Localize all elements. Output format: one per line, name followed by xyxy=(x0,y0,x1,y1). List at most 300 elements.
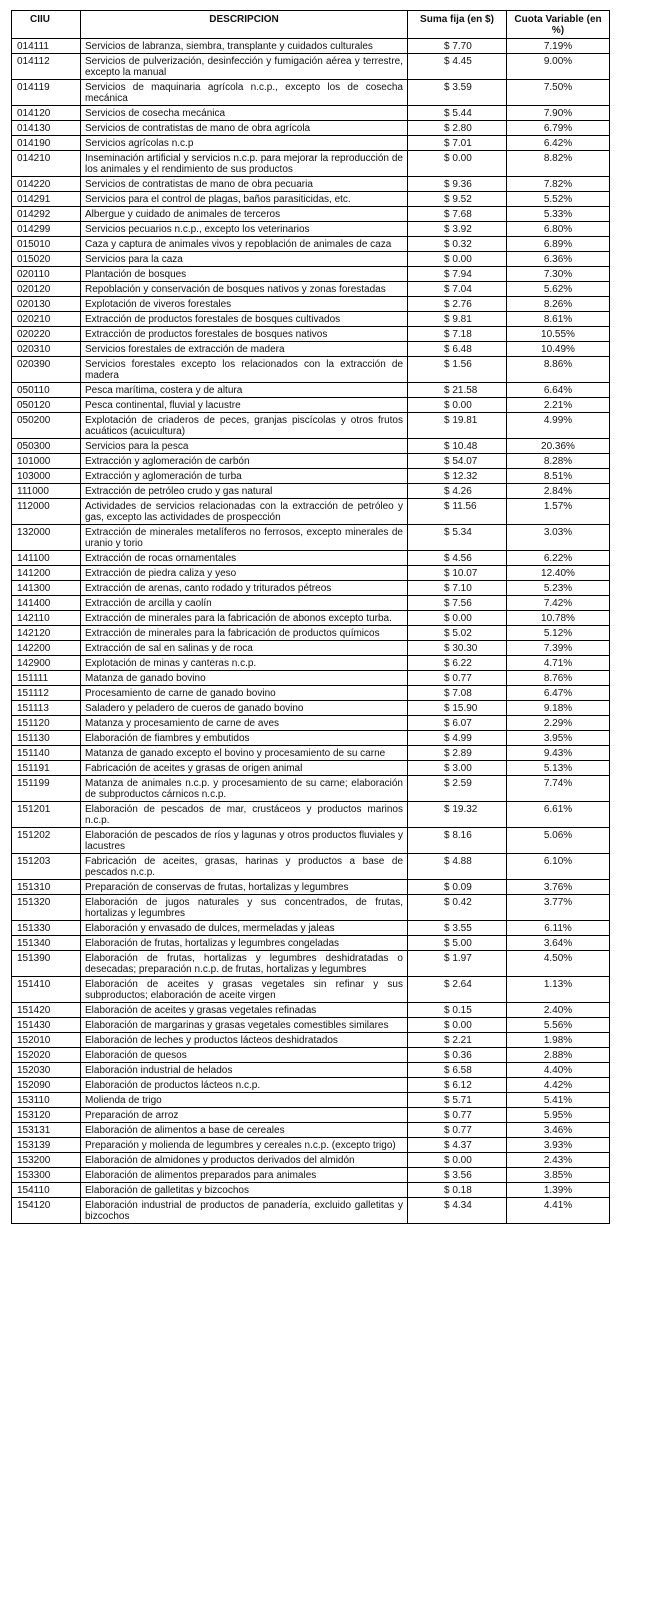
ciiu-cell: 151199 xyxy=(12,776,81,802)
description-cell: Elaboración de frutas, hortalizas y legumbres congeladas xyxy=(81,936,408,951)
table-row xyxy=(12,1198,610,1224)
description-cell: Albergue y cuidado de animales de terceros xyxy=(81,207,408,222)
cuota-variable-cell: 10.78% xyxy=(507,611,610,626)
description-cell: Extracción de sal en salinas y de roca xyxy=(81,641,408,656)
cuota-variable-cell: 5.62% xyxy=(507,282,610,297)
cuota-variable-cell: 7.50% xyxy=(507,80,610,106)
suma-fija-cell: $ 0.00 xyxy=(408,1153,507,1168)
table-row xyxy=(12,551,610,566)
ciiu-cell: 141200 xyxy=(12,566,81,581)
table-row xyxy=(12,237,610,252)
ciiu-cell: 153139 xyxy=(12,1138,81,1153)
suma-fija-cell: $ 0.18 xyxy=(408,1183,507,1198)
table-row xyxy=(12,192,610,207)
ciiu-cell: 151112 xyxy=(12,686,81,701)
ciiu-cell: 132000 xyxy=(12,525,81,551)
table-row xyxy=(12,136,610,151)
suma-fija-cell: $ 0.15 xyxy=(408,1003,507,1018)
cuota-variable-cell: 7.42% xyxy=(507,596,610,611)
cuota-variable-cell: 2.29% xyxy=(507,716,610,731)
table-row xyxy=(12,282,610,297)
description-cell: Caza y captura de animales vivos y repoblación de animales de caza xyxy=(81,237,408,252)
cuota-variable-cell: 3.03% xyxy=(507,525,610,551)
suma-fija-cell: $ 21.58 xyxy=(408,383,507,398)
table-row xyxy=(12,1033,610,1048)
suma-fija-cell: $ 0.00 xyxy=(408,151,507,177)
suma-fija-cell: $ 7.56 xyxy=(408,596,507,611)
ciiu-cell: 151410 xyxy=(12,977,81,1003)
description-cell: Extracción de minerales para la fabricación de productos químicos xyxy=(81,626,408,641)
cuota-variable-cell: 4.50% xyxy=(507,951,610,977)
suma-fija-cell: $ 19.81 xyxy=(408,413,507,439)
cuota-variable-cell: 6.61% xyxy=(507,802,610,828)
cuota-variable-cell: 1.57% xyxy=(507,499,610,525)
suma-fija-cell: $ 8.16 xyxy=(408,828,507,854)
description-cell: Elaboración de frutas, hortalizas y legumbres deshidratadas o desecadas; preparación n.c.p. de frutas, hortalizas y legumbres xyxy=(81,951,408,977)
cuota-variable-cell: 5.23% xyxy=(507,581,610,596)
suma-fija-cell: $ 0.00 xyxy=(408,1018,507,1033)
description-cell: Elaboración de aceites y grasas vegetales sin refinar y sus subproductos; elaboración de aceite virgen xyxy=(81,977,408,1003)
cuota-variable-cell: 3.77% xyxy=(507,895,610,921)
ciiu-cell: 014112 xyxy=(12,54,81,80)
ciiu-cell: 142200 xyxy=(12,641,81,656)
table-row xyxy=(12,252,610,267)
description-cell: Servicios forestales excepto los relacionados con la extracción de madera xyxy=(81,357,408,383)
suma-fija-cell: $ 0.09 xyxy=(408,880,507,895)
suma-fija-cell: $ 7.08 xyxy=(408,686,507,701)
description-cell: Elaboración de productos lácteos n.c.p. xyxy=(81,1078,408,1093)
description-cell: Servicios de labranza, siembra, transplante y cuidados culturales xyxy=(81,39,408,54)
cuota-variable-cell: 7.30% xyxy=(507,267,610,282)
suma-fija-cell: $ 0.77 xyxy=(408,1123,507,1138)
table-row xyxy=(12,641,610,656)
description-cell: Elaboración de quesos xyxy=(81,1048,408,1063)
ciiu-cell: 151310 xyxy=(12,880,81,895)
suma-fija-cell: $ 5.44 xyxy=(408,106,507,121)
suma-fija-cell: $ 1.56 xyxy=(408,357,507,383)
suma-fija-cell: $ 0.77 xyxy=(408,1108,507,1123)
table-row xyxy=(12,525,610,551)
cuota-variable-cell: 7.74% xyxy=(507,776,610,802)
suma-fija-cell: $ 0.00 xyxy=(408,252,507,267)
ciiu-cell: 020130 xyxy=(12,297,81,312)
header-cuota-variable: Cuota Variable (en %) xyxy=(507,11,610,39)
table-row xyxy=(12,936,610,951)
ciiu-cell: 151203 xyxy=(12,854,81,880)
cuota-variable-cell: 10.49% xyxy=(507,342,610,357)
table-row xyxy=(12,312,610,327)
description-cell: Extracción de rocas ornamentales xyxy=(81,551,408,566)
ciiu-cell: 103000 xyxy=(12,469,81,484)
description-cell: Extracción y aglomeración de turba xyxy=(81,469,408,484)
table-row xyxy=(12,106,610,121)
cuota-variable-cell: 1.98% xyxy=(507,1033,610,1048)
suma-fija-cell: $ 6.58 xyxy=(408,1063,507,1078)
description-cell: Pesca continental, fluvial y lacustre xyxy=(81,398,408,413)
table-row xyxy=(12,1078,610,1093)
ciiu-cell: 112000 xyxy=(12,499,81,525)
suma-fija-cell: $ 7.01 xyxy=(408,136,507,151)
suma-fija-cell: $ 6.12 xyxy=(408,1078,507,1093)
description-cell: Elaboración de fiambres y embutidos xyxy=(81,731,408,746)
ciiu-cell: 152090 xyxy=(12,1078,81,1093)
cuota-variable-cell: 4.42% xyxy=(507,1078,610,1093)
table-row xyxy=(12,121,610,136)
table-row xyxy=(12,413,610,439)
table-row xyxy=(12,357,610,383)
table-row xyxy=(12,469,610,484)
description-cell: Elaboración de leches y productos lácteos deshidratados xyxy=(81,1033,408,1048)
ciiu-cell: 020110 xyxy=(12,267,81,282)
table-row xyxy=(12,746,610,761)
description-cell: Elaboración de alimentos a base de cereales xyxy=(81,1123,408,1138)
cuota-variable-cell: 7.82% xyxy=(507,177,610,192)
cuota-variable-cell: 8.61% xyxy=(507,312,610,327)
suma-fija-cell: $ 4.26 xyxy=(408,484,507,499)
ciiu-cell: 153110 xyxy=(12,1093,81,1108)
table-row xyxy=(12,177,610,192)
description-cell: Fabricación de aceites y grasas de origen animal xyxy=(81,761,408,776)
ciiu-cell: 151120 xyxy=(12,716,81,731)
table-row xyxy=(12,1018,610,1033)
cuota-variable-cell: 3.64% xyxy=(507,936,610,951)
table-row xyxy=(12,398,610,413)
cuota-variable-cell: 5.56% xyxy=(507,1018,610,1033)
description-cell: Saladero y peladero de cueros de ganado bovino xyxy=(81,701,408,716)
description-cell: Elaboración de alimentos preparados para animales xyxy=(81,1168,408,1183)
description-cell: Explotación de viveros forestales xyxy=(81,297,408,312)
cuota-variable-cell: 6.22% xyxy=(507,551,610,566)
ciiu-cell: 152010 xyxy=(12,1033,81,1048)
table-row xyxy=(12,895,610,921)
suma-fija-cell: $ 7.94 xyxy=(408,267,507,282)
description-cell: Extracción de arcilla y caolín xyxy=(81,596,408,611)
ciiu-cell: 151330 xyxy=(12,921,81,936)
suma-fija-cell: $ 3.56 xyxy=(408,1168,507,1183)
ciiu-cell: 050300 xyxy=(12,439,81,454)
cuota-variable-cell: 5.95% xyxy=(507,1108,610,1123)
table-row xyxy=(12,439,610,454)
suma-fija-cell: $ 2.59 xyxy=(408,776,507,802)
description-cell: Plantación de bosques xyxy=(81,267,408,282)
ciiu-cell: 151191 xyxy=(12,761,81,776)
description-cell: Extracción de arenas, canto rodado y triturados pétreos xyxy=(81,581,408,596)
ciiu-cell: 014220 xyxy=(12,177,81,192)
ciiu-cell: 020210 xyxy=(12,312,81,327)
description-cell: Servicios forestales de extracción de madera xyxy=(81,342,408,357)
description-cell: Preparación de arroz xyxy=(81,1108,408,1123)
cuota-variable-cell: 8.82% xyxy=(507,151,610,177)
description-cell: Elaboración de jugos naturales y sus concentrados, de frutas, hortalizas y legumbres xyxy=(81,895,408,921)
description-cell: Repoblación y conservación de bosques nativos y zonas forestadas xyxy=(81,282,408,297)
cuota-variable-cell: 6.36% xyxy=(507,252,610,267)
ciiu-cell: 020120 xyxy=(12,282,81,297)
cuota-variable-cell: 20.36% xyxy=(507,439,610,454)
cuota-variable-cell: 8.26% xyxy=(507,297,610,312)
suma-fija-cell: $ 4.45 xyxy=(408,54,507,80)
description-cell: Inseminación artificial y servicios n.c.p. para mejorar la reproducción de los animales y el rendimiento de sus productos xyxy=(81,151,408,177)
cuota-variable-cell: 8.86% xyxy=(507,357,610,383)
cuota-variable-cell: 4.71% xyxy=(507,656,610,671)
ciiu-cell: 015020 xyxy=(12,252,81,267)
ciiu-cell: 151111 xyxy=(12,671,81,686)
ciiu-cell: 151130 xyxy=(12,731,81,746)
suma-fija-cell: $ 10.07 xyxy=(408,566,507,581)
description-cell: Actividades de servicios relacionadas con la extracción de petróleo y gas, excepto las actividades de prospección xyxy=(81,499,408,525)
table-row xyxy=(12,267,610,282)
ciiu-cell: 014299 xyxy=(12,222,81,237)
description-cell: Explotación de criaderos de peces, granjas piscícolas y otros frutos acuáticos (acuicultura) xyxy=(81,413,408,439)
suma-fija-cell: $ 6.48 xyxy=(408,342,507,357)
description-cell: Preparación y molienda de legumbres y cereales n.c.p. (excepto trigo) xyxy=(81,1138,408,1153)
description-cell: Matanza de ganado excepto el bovino y procesamiento de su carne xyxy=(81,746,408,761)
table-row xyxy=(12,1048,610,1063)
cuota-variable-cell: 1.39% xyxy=(507,1183,610,1198)
ciiu-cell: 154110 xyxy=(12,1183,81,1198)
ciiu-cell: 141100 xyxy=(12,551,81,566)
cuota-variable-cell: 6.80% xyxy=(507,222,610,237)
table-row xyxy=(12,80,610,106)
table-row xyxy=(12,686,610,701)
cuota-variable-cell: 8.51% xyxy=(507,469,610,484)
description-cell: Elaboración y envasado de dulces, mermeladas y jaleas xyxy=(81,921,408,936)
cuota-variable-cell: 7.90% xyxy=(507,106,610,121)
table-row xyxy=(12,1063,610,1078)
table-row xyxy=(12,671,610,686)
cuota-variable-cell: 4.40% xyxy=(507,1063,610,1078)
description-cell: Servicios pecuarios n.c.p., excepto los veterinarios xyxy=(81,222,408,237)
description-cell: Extracción de productos forestales de bosques cultivados xyxy=(81,312,408,327)
suma-fija-cell: $ 2.80 xyxy=(408,121,507,136)
description-cell: Matanza de animales n.c.p. y procesamiento de su carne; elaboración de subproductos cárnicos n.c.p. xyxy=(81,776,408,802)
table-row xyxy=(12,454,610,469)
cuota-variable-cell: 2.88% xyxy=(507,1048,610,1063)
description-cell: Elaboración de aceites y grasas vegetales refinadas xyxy=(81,1003,408,1018)
cuota-variable-cell: 8.28% xyxy=(507,454,610,469)
table-row xyxy=(12,977,610,1003)
ciiu-cell: 153120 xyxy=(12,1108,81,1123)
suma-fija-cell: $ 2.64 xyxy=(408,977,507,1003)
description-cell: Fabricación de aceites, grasas, harinas y productos a base de pescados n.c.p. xyxy=(81,854,408,880)
table-row xyxy=(12,207,610,222)
description-cell: Servicios para el control de plagas, baños parasiticidas, etc. xyxy=(81,192,408,207)
suma-fija-cell: $ 2.21 xyxy=(408,1033,507,1048)
cuota-variable-cell: 4.41% xyxy=(507,1198,610,1224)
table-row xyxy=(12,1168,610,1183)
tariff-table xyxy=(11,10,610,1224)
ciiu-cell: 014130 xyxy=(12,121,81,136)
cuota-variable-cell: 2.84% xyxy=(507,484,610,499)
ciiu-cell: 015010 xyxy=(12,237,81,252)
ciiu-cell: 151420 xyxy=(12,1003,81,1018)
ciiu-cell: 050110 xyxy=(12,383,81,398)
table-row xyxy=(12,342,610,357)
description-cell: Extracción de minerales para la fabricación de abonos excepto turba. xyxy=(81,611,408,626)
ciiu-cell: 020220 xyxy=(12,327,81,342)
suma-fija-cell: $ 7.68 xyxy=(408,207,507,222)
table-row xyxy=(12,39,610,54)
header-descripcion: DESCRIPCION xyxy=(81,11,408,39)
cuota-variable-cell: 7.39% xyxy=(507,641,610,656)
table-row xyxy=(12,701,610,716)
ciiu-cell: 151430 xyxy=(12,1018,81,1033)
cuota-variable-cell: 9.18% xyxy=(507,701,610,716)
cuota-variable-cell: 2.40% xyxy=(507,1003,610,1018)
description-cell: Servicios para la caza xyxy=(81,252,408,267)
cuota-variable-cell: 3.76% xyxy=(507,880,610,895)
suma-fija-cell: $ 15.90 xyxy=(408,701,507,716)
description-cell: Elaboración industrial de helados xyxy=(81,1063,408,1078)
suma-fija-cell: $ 4.88 xyxy=(408,854,507,880)
suma-fija-cell: $ 2.76 xyxy=(408,297,507,312)
header-ciiu: CIIU xyxy=(12,11,81,39)
cuota-variable-cell: 6.42% xyxy=(507,136,610,151)
ciiu-cell: 151202 xyxy=(12,828,81,854)
header-suma-fija: Suma fija (en $) xyxy=(408,11,507,39)
cuota-variable-cell: 2.21% xyxy=(507,398,610,413)
suma-fija-cell: $ 19.32 xyxy=(408,802,507,828)
table-row xyxy=(12,1123,610,1138)
suma-fija-cell: $ 0.36 xyxy=(408,1048,507,1063)
table-row xyxy=(12,222,610,237)
cuota-variable-cell: 5.12% xyxy=(507,626,610,641)
suma-fija-cell: $ 54.07 xyxy=(408,454,507,469)
description-cell: Explotación de minas y canteras n.c.p. xyxy=(81,656,408,671)
cuota-variable-cell: 3.46% xyxy=(507,1123,610,1138)
description-cell: Servicios de cosecha mecánica xyxy=(81,106,408,121)
suma-fija-cell: $ 30.30 xyxy=(408,641,507,656)
table-row xyxy=(12,761,610,776)
table-row xyxy=(12,499,610,525)
ciiu-cell: 141400 xyxy=(12,596,81,611)
ciiu-cell: 014119 xyxy=(12,80,81,106)
suma-fija-cell: $ 9.81 xyxy=(408,312,507,327)
description-cell: Preparación de conservas de frutas, hortalizas y legumbres xyxy=(81,880,408,895)
cuota-variable-cell: 6.79% xyxy=(507,121,610,136)
description-cell: Matanza y procesamiento de carne de aves xyxy=(81,716,408,731)
ciiu-cell: 142110 xyxy=(12,611,81,626)
suma-fija-cell: $ 3.00 xyxy=(408,761,507,776)
ciiu-cell: 050120 xyxy=(12,398,81,413)
ciiu-cell: 152030 xyxy=(12,1063,81,1078)
suma-fija-cell: $ 12.32 xyxy=(408,469,507,484)
description-cell: Elaboración de pescados de ríos y lagunas y otros productos fluviales y lacustres xyxy=(81,828,408,854)
suma-fija-cell: $ 5.71 xyxy=(408,1093,507,1108)
cuota-variable-cell: 5.33% xyxy=(507,207,610,222)
ciiu-cell: 142900 xyxy=(12,656,81,671)
ciiu-cell: 014111 xyxy=(12,39,81,54)
ciiu-cell: 014291 xyxy=(12,192,81,207)
description-cell: Extracción de piedra caliza y yeso xyxy=(81,566,408,581)
suma-fija-cell: $ 2.89 xyxy=(408,746,507,761)
ciiu-cell: 153300 xyxy=(12,1168,81,1183)
description-cell: Servicios de contratistas de mano de obra agrícola xyxy=(81,121,408,136)
description-cell: Elaboración industrial de productos de panadería, excluido galletitas y bizcochos xyxy=(81,1198,408,1224)
table-row xyxy=(12,484,610,499)
table-row xyxy=(12,731,610,746)
ciiu-cell: 152020 xyxy=(12,1048,81,1063)
ciiu-cell: 151140 xyxy=(12,746,81,761)
cuota-variable-cell: 6.10% xyxy=(507,854,610,880)
description-cell: Elaboración de pescados de mar, crustáceos y productos marinos n.c.p. xyxy=(81,802,408,828)
ciiu-cell: 014292 xyxy=(12,207,81,222)
table-row xyxy=(12,626,610,641)
suma-fija-cell: $ 0.42 xyxy=(408,895,507,921)
table-row xyxy=(12,776,610,802)
description-cell: Extracción de productos forestales de bosques nativos xyxy=(81,327,408,342)
cuota-variable-cell: 5.52% xyxy=(507,192,610,207)
table-row xyxy=(12,581,610,596)
cuota-variable-cell: 6.47% xyxy=(507,686,610,701)
description-cell: Servicios para la pesca xyxy=(81,439,408,454)
cuota-variable-cell: 2.43% xyxy=(507,1153,610,1168)
suma-fija-cell: $ 3.92 xyxy=(408,222,507,237)
ciiu-cell: 111000 xyxy=(12,484,81,499)
description-cell: Servicios de contratistas de mano de obra pecuaria xyxy=(81,177,408,192)
ciiu-cell: 151340 xyxy=(12,936,81,951)
suma-fija-cell: $ 0.00 xyxy=(408,611,507,626)
description-cell: Elaboración de margarinas y grasas vegetales comestibles similares xyxy=(81,1018,408,1033)
description-cell: Molienda de trigo xyxy=(81,1093,408,1108)
table-row xyxy=(12,383,610,398)
description-cell: Pesca marítima, costera y de altura xyxy=(81,383,408,398)
table-row xyxy=(12,880,610,895)
suma-fija-cell: $ 0.32 xyxy=(408,237,507,252)
suma-fija-cell: $ 3.55 xyxy=(408,921,507,936)
ciiu-cell: 151113 xyxy=(12,701,81,716)
table-row xyxy=(12,854,610,880)
ciiu-cell: 154120 xyxy=(12,1198,81,1224)
table-row xyxy=(12,828,610,854)
table-row xyxy=(12,802,610,828)
table-row xyxy=(12,1108,610,1123)
ciiu-cell: 153131 xyxy=(12,1123,81,1138)
ciiu-cell: 014210 xyxy=(12,151,81,177)
ciiu-cell: 020310 xyxy=(12,342,81,357)
suma-fija-cell: $ 6.22 xyxy=(408,656,507,671)
ciiu-cell: 050200 xyxy=(12,413,81,439)
description-cell: Procesamiento de carne de ganado bovino xyxy=(81,686,408,701)
cuota-variable-cell: 8.76% xyxy=(507,671,610,686)
cuota-variable-cell: 7.19% xyxy=(507,39,610,54)
suma-fija-cell: $ 4.56 xyxy=(408,551,507,566)
description-cell: Elaboración de galletitas y bizcochos xyxy=(81,1183,408,1198)
cuota-variable-cell: 9.43% xyxy=(507,746,610,761)
header-row xyxy=(12,11,610,39)
ciiu-cell: 151320 xyxy=(12,895,81,921)
table-row xyxy=(12,297,610,312)
table-row xyxy=(12,596,610,611)
table-row xyxy=(12,327,610,342)
cuota-variable-cell: 4.99% xyxy=(507,413,610,439)
table-row xyxy=(12,951,610,977)
description-cell: Matanza de ganado bovino xyxy=(81,671,408,686)
suma-fija-cell: $ 10.48 xyxy=(408,439,507,454)
cuota-variable-cell: 6.89% xyxy=(507,237,610,252)
ciiu-cell: 101000 xyxy=(12,454,81,469)
table-row xyxy=(12,151,610,177)
cuota-variable-cell: 5.06% xyxy=(507,828,610,854)
cuota-variable-cell: 12.40% xyxy=(507,566,610,581)
table-row xyxy=(12,1183,610,1198)
suma-fija-cell: $ 11.56 xyxy=(408,499,507,525)
description-cell: Extracción de petróleo crudo y gas natural xyxy=(81,484,408,499)
cuota-variable-cell: 3.95% xyxy=(507,731,610,746)
table-row xyxy=(12,716,610,731)
table-row xyxy=(12,566,610,581)
suma-fija-cell: $ 5.02 xyxy=(408,626,507,641)
suma-fija-cell: $ 7.18 xyxy=(408,327,507,342)
